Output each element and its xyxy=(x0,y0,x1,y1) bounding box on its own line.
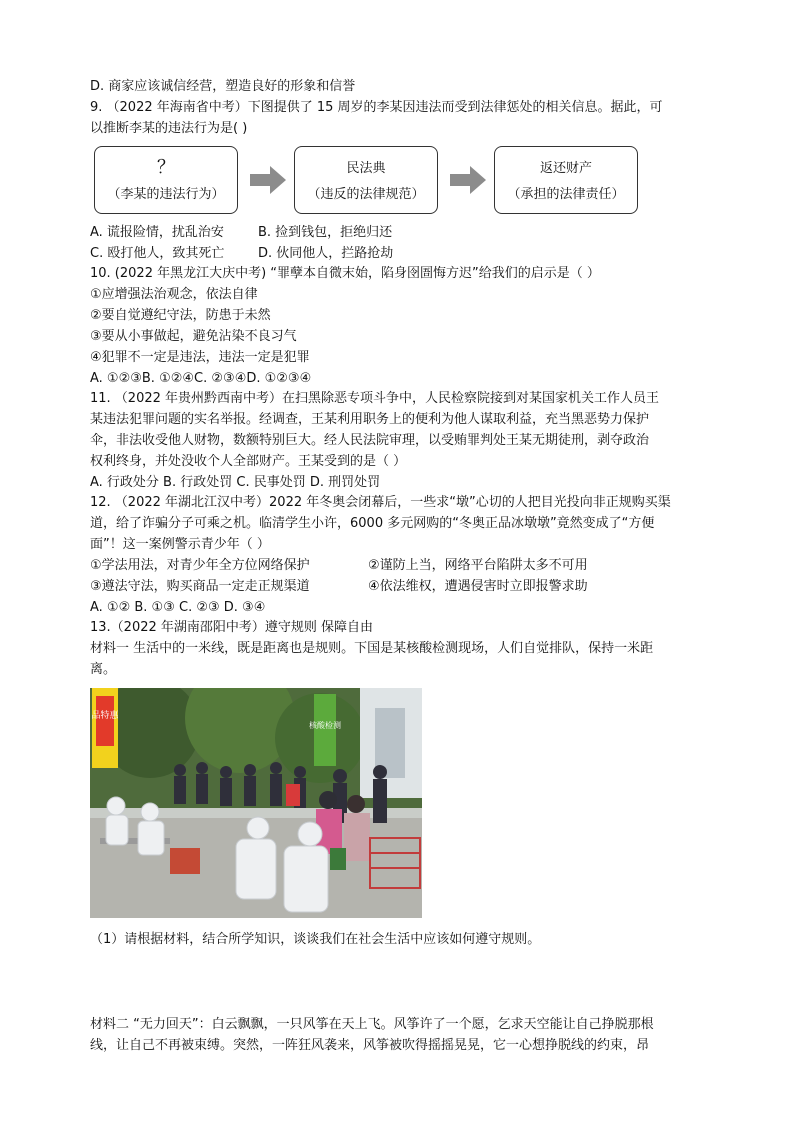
material-2-line2: 线，让自己不再被束缚。突然，一阵狂风袭来，风筝被吹得摇摇晃晃，它一心想挣脱线的约束，昂 xyxy=(90,1038,650,1053)
q10-item-2: ②要自觉遵纪守法，防患于未然 xyxy=(90,308,271,323)
q9-stem-line1: 9. （2022 年海南省中考）下图提供了 15 周岁的李某因违法而受到法律惩处的相关信息。据此，可 xyxy=(90,100,663,115)
material-1-line1: 材料一 生活中的一米线，既是距离也是规则。下国是某核酸检测现场，人们自觉排队，保持一米距 xyxy=(90,641,654,656)
q12-item-3: ③遵法守法，购买商品一定走正规渠道 xyxy=(90,579,310,594)
nucleic-acid-test-photo xyxy=(90,688,422,918)
q12-item-1: ①学法用法，对青少年全方位网络保护 xyxy=(90,558,310,573)
q12-stem-line3: 面”！这一案例警示青少年（ ） xyxy=(90,537,270,552)
flow-box-law xyxy=(294,146,438,214)
flow-box-law-title: 民法典 xyxy=(346,161,386,176)
flow-arrow-icon xyxy=(250,166,286,194)
flow-box-law-caption: （违反的法律规范） xyxy=(307,187,425,202)
material-2-line1: 材料二 “无力回天”：白云飘飘，一只风筝在天上飞。风筝许了一个愿，乞求天空能让自己挣脱那根 xyxy=(90,1017,654,1032)
q12-stem-line2: 道，给了诈骗分子可乘之机。临清学生小许，6000 多元网购的“冬奥正品冰墩墩”竟然变成了“方便 xyxy=(90,516,655,531)
q10-item-4: ④犯罪不一定是违法，违法一定是犯罪 xyxy=(90,350,310,365)
q10-options: A. ①②③B. ①②④C. ②③④D. ①②③④ xyxy=(90,371,312,386)
q9-option-b: B. 捡到钱包，拒绝归还 xyxy=(258,225,393,240)
q11-stem-line1: 11. （2022 年贵州黔西南中考）在扫黑除恶专项斗争中，人民检察院接到对某国家机关工作人员王 xyxy=(90,391,660,406)
q12-item-2: ②谨防上当，网络平台陷阱太多不可用 xyxy=(368,558,588,573)
q10-item-3: ③要从小事做起，避免沾染不良习气 xyxy=(90,329,297,344)
q10-stem: 10. (2022 年黑龙江大庆中考) “罪孽本自微末始，陷身囹圄悔方迟”给我们的启示是（ ） xyxy=(90,266,600,281)
flow-box-violation-title: ？ xyxy=(157,157,175,178)
flow-box-violation-caption: （李某的违法行为） xyxy=(107,187,225,202)
q8-option-d: D. 商家应该诚信经营，塑造良好的形象和信誉 xyxy=(90,79,356,94)
banner-right-text: 核酸检测 xyxy=(309,721,341,730)
q9-option-c: C. 殴打他人，致其死亡 xyxy=(90,246,225,261)
q12-item-4: ④依法维权，遭遇侵害时立即报警求助 xyxy=(368,579,588,594)
q11-stem-line4: 权利终身，并处没收个人全部财产。王某受到的是（ ） xyxy=(90,454,407,469)
flow-box-violation xyxy=(94,146,238,214)
flow-arrow-icon xyxy=(450,166,486,194)
q11-stem-line2: 某违法犯罪问题的实名举报。经调查，王某利用职务上的便利为他人谋取利益，充当黑恶势力保护 xyxy=(90,412,650,427)
material-1-line2: 离。 xyxy=(90,662,117,677)
q9-option-d: D. 伙同他人，拦路抢劫 xyxy=(258,246,394,261)
q10-item-1: ①应增强法治观念，依法自律 xyxy=(90,287,258,302)
banner-left-text: 品特惠 xyxy=(91,711,119,721)
queue-scene-illustration xyxy=(90,688,422,918)
q13-subquestion-1: （1）请根据材料，结合所学知识，谈谈我们在社会生活中应该如何遵守规则。 xyxy=(90,932,541,947)
flow-box-liability-title: 返还财产 xyxy=(539,161,592,176)
q9-flow-diagram xyxy=(94,146,654,214)
q12-stem-line1: 12. （2022 年湖北江汉中考）2022 年冬奥会闭幕后，一些求“墩”心切的人把目光投向非正规购买渠 xyxy=(90,495,671,510)
flow-box-liability xyxy=(494,146,638,214)
q9-option-a: A. 谎报险情，扰乱治安 xyxy=(90,225,224,240)
q12-options: A. ①② B. ①③ C. ②③ D. ③④ xyxy=(90,600,266,615)
q13-title: 13.（2022 年湖南邵阳中考）遵守规则 保障自由 xyxy=(90,620,374,635)
flow-box-liability-caption: （承担的法律责任） xyxy=(507,187,625,202)
q11-options: A. 行政处分 B. 行政处罚 C. 民事处罚 D. 刑罚处罚 xyxy=(90,475,381,490)
q9-stem-line2: 以推断李某的违法行为是( ) xyxy=(90,121,248,136)
q11-stem-line3: 伞，非法收受他人财物，数额特别巨大。经人民法院审理，以受贿罪判处王某无期徒刑，剥夺政治 xyxy=(90,433,650,448)
